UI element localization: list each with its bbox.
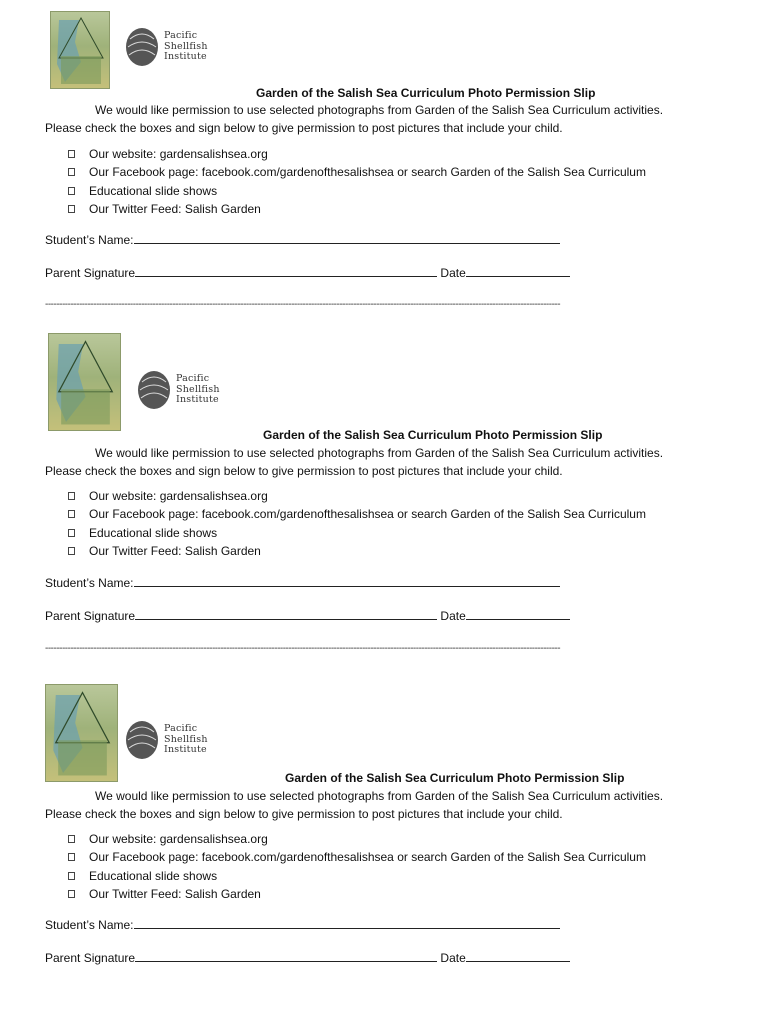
option-website: Our website: gardensalishsea.org bbox=[68, 830, 646, 848]
cut-line: -------------------------------------------------------------------------------------------------------------------------------------------------------------------------------------- bbox=[45, 299, 561, 310]
checkbox[interactable] bbox=[68, 529, 75, 537]
psi-logo-text: Pacific Shellfish Institute bbox=[164, 723, 208, 755]
parent-signature-field[interactable]: Parent Signature Date bbox=[45, 266, 570, 280]
slip-title: Garden of the Salish Sea Curriculum Photo Permission Slip bbox=[263, 428, 603, 442]
slip-title: Garden of the Salish Sea Curriculum Photo Permission Slip bbox=[285, 771, 625, 785]
checkbox[interactable] bbox=[68, 150, 75, 158]
option-slideshows: Educational slide shows bbox=[68, 524, 646, 542]
cut-line: -------------------------------------------------------------------------------------------------------------------------------------------------------------------------------------- bbox=[45, 643, 561, 654]
checkbox[interactable] bbox=[68, 187, 75, 195]
slip-intro: We would like permission to use selected photographs from Garden of the Salish Sea Curriculum activities. Please check the boxes and sign below to give permission to post pictures that include your child. bbox=[45, 446, 664, 478]
garden-salish-sea-logo bbox=[50, 11, 110, 89]
student-name-field[interactable]: Student’s Name: bbox=[45, 233, 560, 247]
pacific-shellfish-institute-logo bbox=[124, 25, 216, 71]
option-facebook: Our Facebook page: facebook.com/gardenofthesalishsea or search Garden of the Salish Sea Curriculum bbox=[68, 163, 646, 181]
garden-salish-sea-logo bbox=[48, 333, 121, 431]
checkbox[interactable] bbox=[68, 853, 75, 861]
option-facebook: Our Facebook page: facebook.com/gardenofthesalishsea or search Garden of the Salish Sea Curriculum bbox=[68, 848, 646, 866]
psi-logo-text: Pacific Shellfish Institute bbox=[176, 373, 220, 405]
oyster-shell-icon bbox=[136, 368, 174, 412]
checkbox[interactable] bbox=[68, 205, 75, 213]
option-facebook: Our Facebook page: facebook.com/gardenofthesalishsea or search Garden of the Salish Sea Curriculum bbox=[68, 505, 646, 523]
student-name-field[interactable]: Student’s Name: bbox=[45, 918, 560, 932]
student-name-field[interactable]: Student’s Name: bbox=[45, 576, 560, 590]
permission-options bbox=[68, 145, 646, 218]
slip-intro: We would like permission to use selected photographs from Garden of the Salish Sea Curriculum activities. Please check the boxes and sign below to give permission to post pictures that include your child. bbox=[45, 789, 664, 821]
checkbox[interactable] bbox=[68, 168, 75, 176]
checkbox[interactable] bbox=[68, 492, 75, 500]
permission-options bbox=[68, 487, 646, 560]
oyster-shell-icon bbox=[124, 718, 162, 762]
checkbox[interactable] bbox=[68, 872, 75, 880]
checkbox[interactable] bbox=[68, 547, 75, 555]
parent-signature-field[interactable]: Parent Signature Date bbox=[45, 609, 570, 623]
option-twitter: Our Twitter Feed: Salish Garden bbox=[68, 885, 646, 903]
slip-intro: We would like permission to use selected photographs from Garden of the Salish Sea Curriculum activities. Please check the boxes and sign below to give permission to post pictures that include your child. bbox=[45, 103, 664, 135]
garden-salish-sea-logo bbox=[45, 684, 118, 782]
checkbox[interactable] bbox=[68, 890, 75, 898]
option-slideshows: Educational slide shows bbox=[68, 867, 646, 885]
option-twitter: Our Twitter Feed: Salish Garden bbox=[68, 200, 646, 218]
pacific-shellfish-institute-logo bbox=[124, 718, 216, 764]
checkbox[interactable] bbox=[68, 510, 75, 518]
pacific-shellfish-institute-logo bbox=[136, 368, 228, 414]
checkbox[interactable] bbox=[68, 835, 75, 843]
psi-logo-text: Pacific Shellfish Institute bbox=[164, 30, 208, 62]
parent-signature-field[interactable]: Parent Signature Date bbox=[45, 951, 570, 965]
slip-title: Garden of the Salish Sea Curriculum Photo Permission Slip bbox=[256, 86, 596, 100]
option-twitter: Our Twitter Feed: Salish Garden bbox=[68, 542, 646, 560]
option-slideshows: Educational slide shows bbox=[68, 182, 646, 200]
option-website: Our website: gardensalishsea.org bbox=[68, 487, 646, 505]
oyster-shell-icon bbox=[124, 25, 162, 69]
option-website: Our website: gardensalishsea.org bbox=[68, 145, 646, 163]
permission-options bbox=[68, 830, 646, 903]
